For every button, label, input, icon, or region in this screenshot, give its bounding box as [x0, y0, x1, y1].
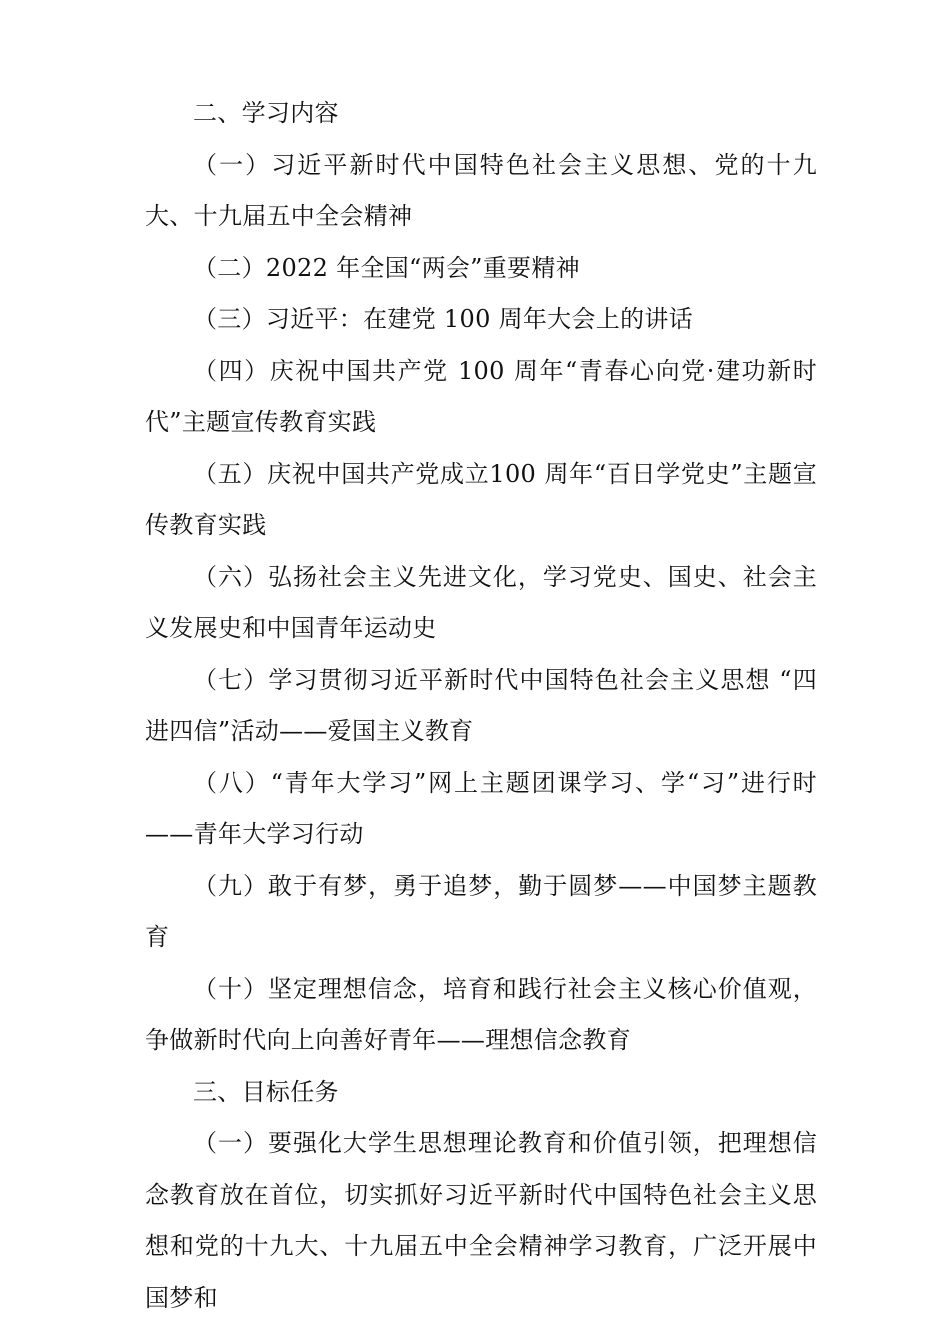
paragraph-goal-1: （一）要强化大学生思想理论教育和价值引领，把理想信念教育放在首位，切实抓好习近平新时代中国特色社会主义思想和党的十九大、十九届五中全会精神学习教育，广泛开展中国梦和	[145, 1129, 817, 1312]
paragraph-item-10: （十）坚定理想信念，培育和践行社会主义核心价值观，争做新时代向上向善好青年——理想信念教育	[145, 974, 817, 1054]
paragraph-item-7: （七）学习贯彻习近平新时代中国特色社会主义思想 “四进四信”活动——爱国主义教育	[145, 665, 817, 745]
paragraph-item-1: （一）习近平新时代中国特色社会主义思想、党的十九大、十九届五中全会精神	[145, 150, 817, 230]
paragraph-item-9: （九）敢于有梦，勇于追梦，勤于圆梦——中国梦主题教育	[145, 871, 817, 951]
section-heading-study-content: 二、学习内容	[193, 99, 339, 127]
paragraph-item-3: （三）习近平：在建党 100 周年大会上的讲话	[193, 305, 693, 333]
paragraph-item-4: （四）庆祝中国共产党 100 周年“青春心向党·建功新时代”主题宣传教育实践	[145, 356, 817, 436]
document-body	[145, 88, 817, 1324]
paragraph-item-2: （二）2022 年全国“两会”重要精神	[193, 253, 580, 282]
paragraph-item-6: （六）弘扬社会主义先进文化，学习党史、国史、社会主义发展史和中国青年运动史	[145, 562, 817, 642]
paragraph-item-5: （五）庆祝中国共产党成立100 周年“百日学党史”主题宣传教育实践	[145, 459, 817, 539]
section-heading-goals: 三、目标任务	[193, 1077, 339, 1106]
paragraph-item-8: （八）“青年大学习”网上主题团课学习、学“习”进行时——青年大学习行动	[145, 768, 817, 848]
